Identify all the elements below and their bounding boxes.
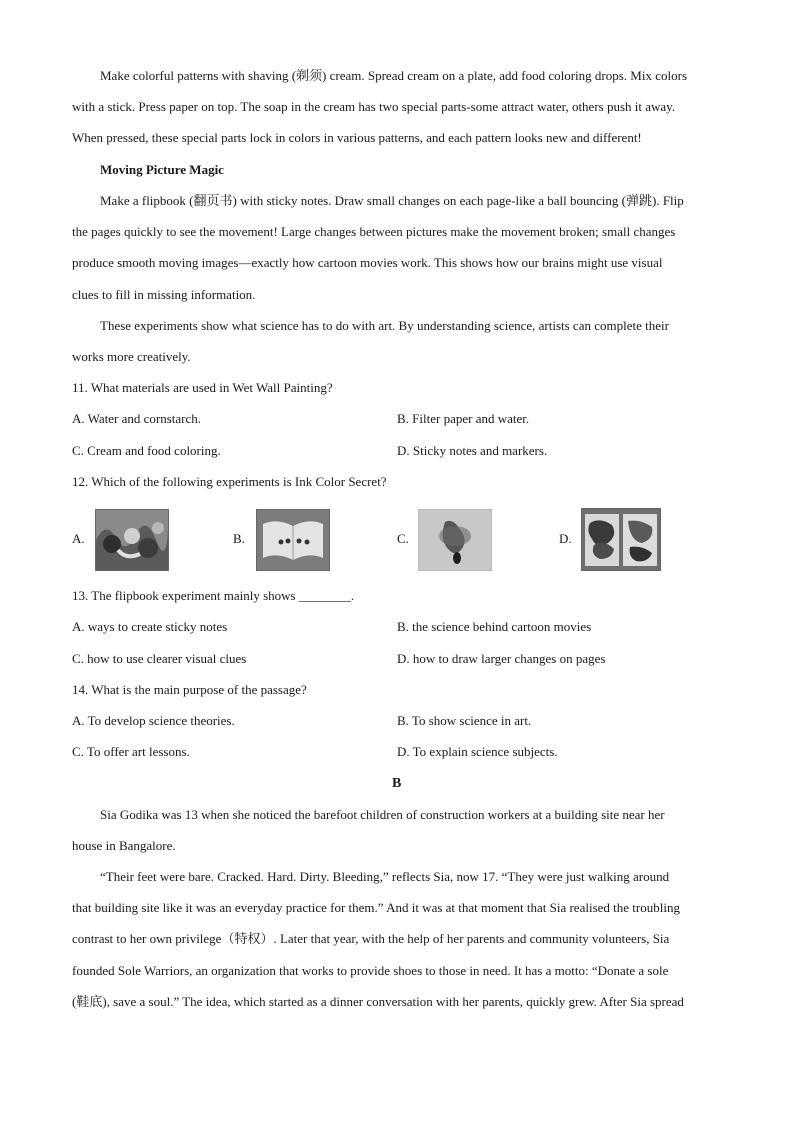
option-a-image[interactable]: [95, 509, 169, 571]
question-13-option-a[interactable]: A. ways to create sticky notes: [72, 619, 228, 634]
passage-a-p1-line: When pressed, these special parts lock in colors in various patterns, and each pattern looks new and different!: [72, 130, 642, 145]
question-12-stem: 12. Which of the following experiments is Ink Color Secret?: [72, 474, 387, 489]
option-b-image[interactable]: [256, 509, 330, 571]
passage-a-p2-line: the pages quickly to see the movement! Large changes between pictures make the movement broken; small changes: [72, 224, 676, 239]
option-d-image[interactable]: [581, 508, 661, 571]
passage-b-p2-line: founded Sole Warriors, an organization that works to provide shoes to those in need. It has a motto: “Donate a sole: [72, 963, 669, 978]
question-11-option-d[interactable]: D. Sticky notes and markers.: [397, 443, 548, 458]
question-12-option-c[interactable]: C.: [397, 531, 409, 546]
passage-b-p2-line: “Their feet were bare. Cracked. Hard. Dirty. Bleeding,” reflects Sia, now 17. “They were just walking around: [100, 869, 670, 884]
question-14-option-b[interactable]: B. To show science in art.: [397, 713, 532, 728]
question-13-stem: 13. The flipbook experiment mainly shows ________.: [72, 588, 355, 603]
passage-a-p2-line: produce smooth moving images—exactly how cartoon movies work. This shows how our brains might use visual: [72, 255, 663, 270]
passage-a-p3-line: works more creatively.: [72, 349, 191, 364]
passage-a-p2-line: clues to fill in missing information.: [72, 287, 256, 302]
question-12-option-d[interactable]: D.: [559, 531, 572, 546]
question-11-option-a[interactable]: A. Water and cornstarch.: [72, 411, 202, 426]
question-12-option-b[interactable]: B.: [233, 531, 245, 546]
question-14-stem: 14. What is the main purpose of the passage?: [72, 682, 307, 697]
passage-b-p2-line: contrast to her own privilege（特权）. Later that year, with the help of her parents and community volunteers, Sia: [72, 931, 670, 946]
passage-a-p2-line: Make a flipbook (翻页书) with sticky notes. Draw small changes on each page-like a ball bouncing (弹跳). Flip: [100, 193, 684, 208]
section-b-label: B: [392, 776, 402, 791]
question-12-option-a[interactable]: A.: [72, 531, 85, 546]
question-13-option-c[interactable]: C. how to use clearer visual clues: [72, 651, 247, 666]
question-11-option-c[interactable]: C. Cream and food coloring.: [72, 443, 221, 458]
question-13-option-b[interactable]: B. the science behind cartoon movies: [397, 619, 592, 634]
passage-a-p3-line: These experiments show what science has to do with art. By understanding science, artists can complete their: [100, 318, 669, 333]
question-14-option-c[interactable]: C. To offer art lessons.: [72, 744, 190, 759]
passage-b-p2-line: that building site like it was an everyday practice for them.” And it was at that moment that Sia realised the troubling: [72, 900, 680, 915]
question-11-stem: 11. What materials are used in Wet Wall Painting?: [72, 380, 333, 395]
question-14-option-a[interactable]: A. To develop science theories.: [72, 713, 235, 728]
question-13-option-d[interactable]: D. how to draw larger changes on pages: [397, 651, 606, 666]
passage-a-p1-line: Make colorful patterns with shaving (剃须) cream. Spread cream on a plate, add food coloring drops. Mix colors: [100, 68, 687, 83]
question-11-option-b[interactable]: B. Filter paper and water.: [397, 411, 530, 426]
subheading: Moving Picture Magic: [100, 162, 224, 177]
passage-b-p1-line: Sia Godika was 13 when she noticed the barefoot children of construction workers at a building site near her: [100, 807, 665, 822]
passage-b-p1-line: house in Bangalore.: [72, 838, 176, 853]
option-c-image[interactable]: [418, 509, 492, 571]
question-14-option-d[interactable]: D. To explain science subjects.: [397, 744, 558, 759]
passage-a-p1-line: with a stick. Press paper on top. The soap in the cream has two special parts-some attract water, others push it away.: [72, 99, 676, 114]
passage-b-p2-line: (鞋底), save a soul.” The idea, which started as a dinner conversation with her parents, quickly grew. After Sia spread: [72, 994, 684, 1009]
